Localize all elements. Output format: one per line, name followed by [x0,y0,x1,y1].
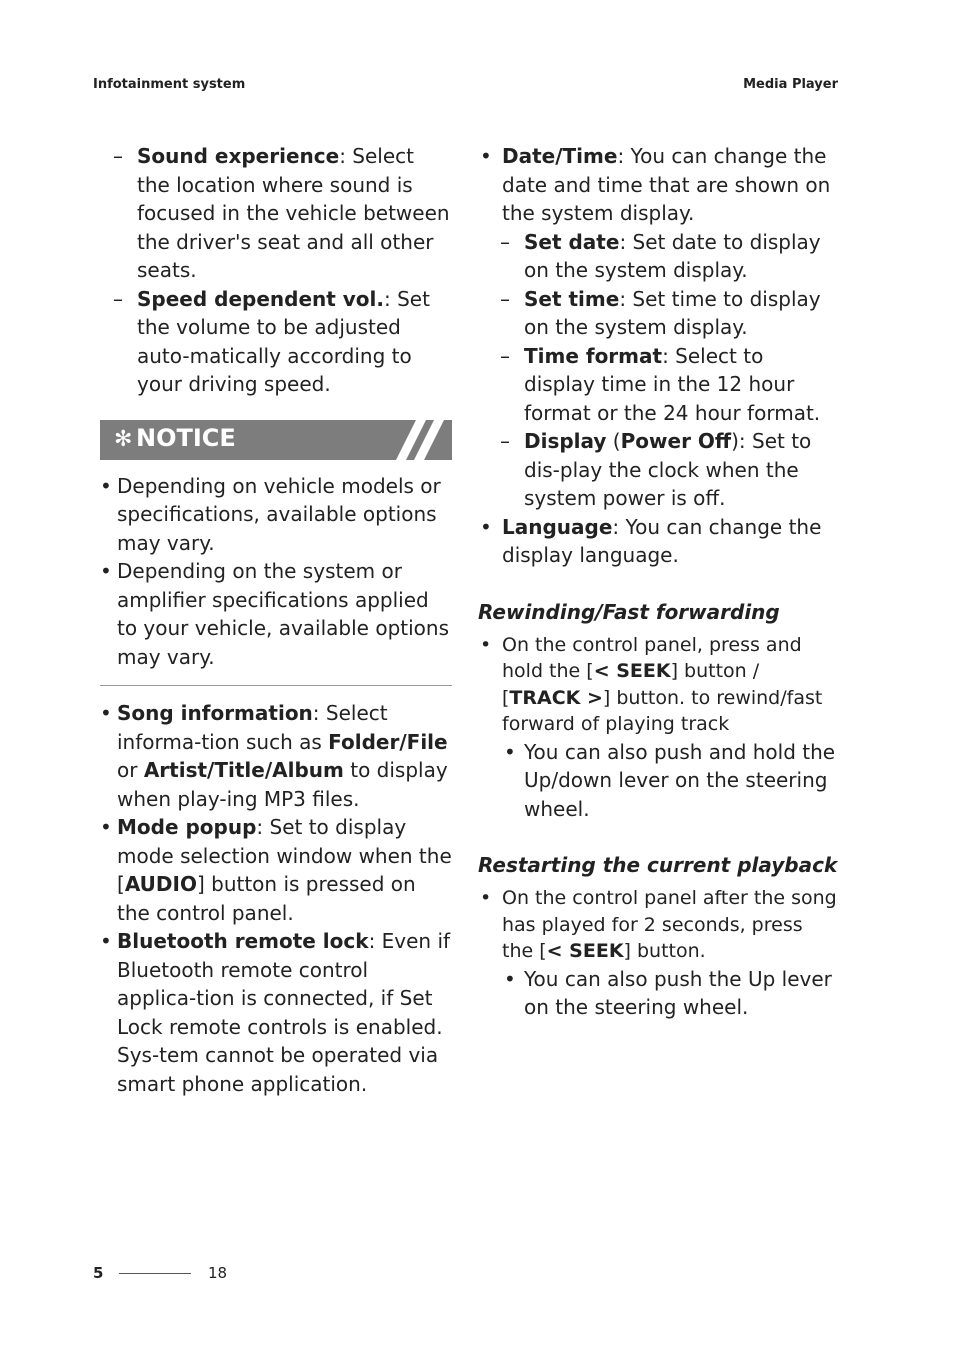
running-header-section: Infotainment system [93,77,246,92]
list-item-language [478,513,838,570]
button-name-seek: < SEEK [546,940,624,962]
page-number: 18 [208,1264,228,1282]
bullet-marker: • [100,929,112,953]
asterisk-icon: ✻ [114,426,133,452]
notice-divider [100,685,452,686]
notice-title: NOTICE [136,423,236,452]
item-text: ] button. [623,940,706,962]
right-column [478,142,838,1022]
item-text: ] button. to rewind/fast forward of playing track [502,686,823,735]
section-title-rewinding: Rewinding/Fast forwarding [478,599,780,624]
item-text: : Set time to display on the system display. [524,286,821,339]
list-item-rewind-instruction [478,632,838,738]
item-text: : Select to display time in the 12 hour format or the 24 hour format. [524,343,821,425]
item-label: Set time [524,286,620,311]
dash-marker: – [113,286,123,311]
item-bold-term: Artist/Title/Album [143,758,344,782]
list-item-date-time [478,142,838,228]
bullet-marker: • [480,514,492,539]
item-text: On the control panel, press and hold the [ [502,633,802,682]
item-label: Mode popup [117,815,257,839]
notice-item [100,557,452,671]
item-text: : Even if Bluetooth remote control applica-tion is connected, if Set Lock remote controls is enabled. Sys-tem cannot be operated via smart phone application. [117,929,451,1096]
item-label: Display [524,429,607,453]
bullet-marker: • [100,473,112,498]
item-text: : Select the location where sound is focused in the vehicle between the driver's seat and all other seats. [137,144,450,282]
sub-item-set-date [478,228,838,285]
list-item-restart-instruction [478,885,838,965]
item-text: : Set the volume to be adjusted auto-matically according to your driving speed. [137,286,430,396]
notice-text: Depending on the system or amplifier specifications applied to your vehicle, available options may vary. [117,559,450,669]
item-text: or [117,758,144,782]
bullet-marker: • [480,144,492,168]
item-bold-term: Folder/File [328,729,448,754]
item-label: Set date [524,229,620,254]
bullet-marker: • [100,559,112,583]
list-item-sound-experience [100,142,452,285]
running-header-chapter: Media Player [743,77,838,92]
item-label: Sound experience [137,144,340,168]
item-text: : You can change the date and time that are shown on the system display. [502,144,831,225]
sub-item-display-power-off [478,427,838,513]
notice-banner [100,420,452,460]
bullet-marker: • [100,701,112,725]
item-text: ( [606,429,621,453]
item-text: You can also push the Up lever on the steering wheel. [524,966,832,1019]
left-column [100,142,452,1098]
item-text: : Set date to display on the system display. [524,229,821,282]
item-label: Song information [117,701,313,725]
item-text: to display when play-ing MP3 files. [117,758,448,811]
list-item-speed-dependent-vol [100,285,452,399]
dash-marker: – [500,429,510,453]
notice-item [100,472,452,558]
bullet-marker: • [100,815,112,839]
item-text: ] button / [ [502,660,760,709]
item-label: Bluetooth remote lock [117,929,369,953]
sub-item-time-format [478,342,838,428]
bullet-marker: • [480,633,492,656]
chapter-number: 5 [93,1264,104,1282]
item-bold-term: AUDIO [124,872,197,896]
dash-marker: – [500,229,510,254]
button-name-seek: < SEEK [593,660,671,682]
item-label: Speed dependent vol. [137,286,385,311]
bullet-marker: • [480,887,492,909]
notice-text: Depending on vehicle models or specifications, available options may vary. [117,473,441,555]
item-text: ] button is pressed on the control panel. [117,872,416,925]
dash-marker: – [113,144,123,168]
item-label: Language [502,514,613,539]
diagonal-stripes-decoration [392,420,452,460]
dash-marker: – [500,343,510,368]
dash-marker: – [500,286,510,311]
bullet-marker: • [504,966,516,991]
item-text: You can also push and hold the Up/down lever on the steering wheel. [524,739,836,821]
bullet-marker: • [504,739,516,764]
item-text: : Select informa-tion such as [117,701,388,754]
item-text: On the control panel after the song has played for 2 seconds, press the [ [502,887,837,962]
item-bold-term: Power Off [620,429,732,453]
button-name-track: TRACK > [509,686,603,709]
item-text: : You can change the display language. [502,514,822,567]
item-label: Date/Time [502,144,618,168]
list-item-bluetooth-remote-lock [100,927,452,1098]
list-item-mode-popup [100,813,452,927]
sub-item-restart-lever [478,965,838,1022]
section-title-restarting: Restarting the current playback [478,853,838,877]
list-item-song-information [100,699,452,813]
item-label: Time format [524,343,663,368]
item-text: ): Set to dis-play the clock when the system power is off. [524,429,812,510]
footer-divider [119,1273,191,1274]
item-text: : Set to display mode selection window when the [ [117,815,452,896]
sub-item-set-time [478,285,838,342]
sub-item-rewind-lever [478,738,838,824]
